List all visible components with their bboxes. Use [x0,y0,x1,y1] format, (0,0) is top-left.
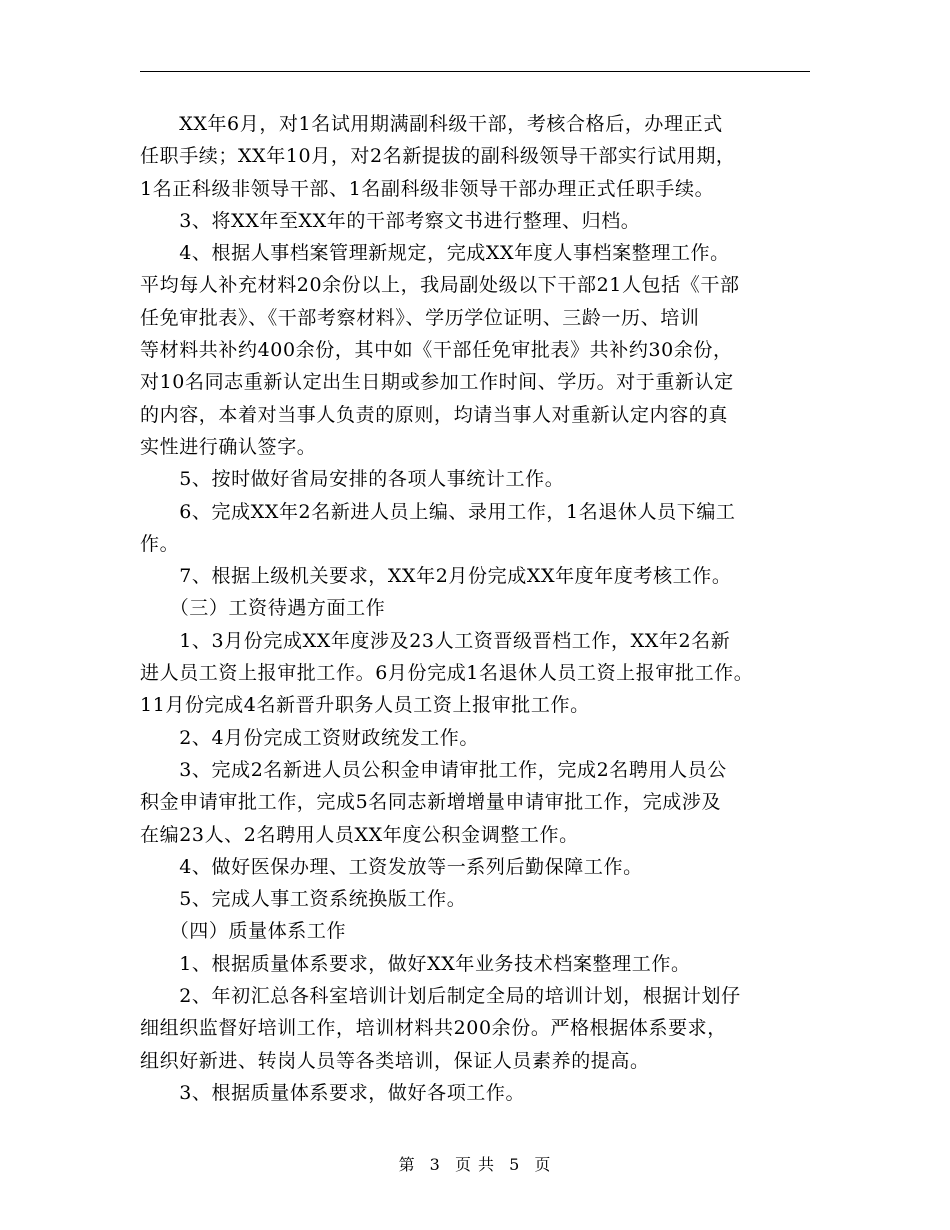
text-line: 4、做好医保办理、工资发放等一系列后勤保障工作。 [140,855,643,878]
text-line: 组织好新进、转岗人员等各类培训，保证人员素养的提高。 [140,1049,650,1072]
text-line: 平均每人补充材料20余份以上，我局副处级以下干部21人包括《干部 [140,274,740,297]
text-line: 细组织监督好培训工作，培训材料共200余份。严格根据体系要求， [140,1017,727,1040]
text-line: 3、根据质量体系要求，做好各项工作。 [140,1081,526,1104]
text-line: 3、完成2名新进人员公积金申请审批工作，完成2名聘用人员公 [140,758,727,781]
footer-suffix: 页 [534,1155,552,1174]
header-rule [140,71,810,72]
text-line: 11月份完成4名新晋升职务人员工资上报审批工作。 [140,694,590,717]
text-line: XX年6月，对1名试用期满副科级干部，考核合格后，办理正式 [140,113,723,135]
text-line: 5、完成人事工资系统换版工作。 [140,888,467,911]
text-line: 任免审批表》、《干部考察材料》、学历学位证明、三龄一历、培训 [140,306,700,329]
text-line: 2、4月份完成工资财政统发工作。 [140,726,479,749]
footer-prefix: 第 [398,1155,416,1174]
text-line: 5、按时做好省局安排的各项人事统计工作。 [140,468,565,491]
text-line: 的内容，本着对当事人负责的原则，均请当事人对重新认定内容的真 [140,403,729,426]
text-line: 对10名同志重新认定出生日期或参加工作时间、学历。对于重新认定 [140,371,734,394]
text-line: 7、根据上级机关要求，XX年2月份完成XX年度年度考核工作。 [140,565,732,588]
text-line: 4、根据人事档案管理新规定，完成XX年度人事档案整理工作。 [140,242,730,265]
text-line: 1、3月份完成XX年度涉及23人工资晋级晋档工作，XX年2名新 [140,629,731,652]
text-line: （四）质量体系工作 [140,920,347,943]
text-line: 2、年初汇总各科室培训计划后制定全局的培训计划，根据计划仔 [140,985,741,1008]
text-line: 作。 [140,532,180,555]
footer-page-number: 3 [429,1155,441,1174]
text-line: 1名正科级非领导干部、1名副科级非领导干部办理正式任职手续。 [140,177,715,200]
text-line: 在编23人、2名聘用人员XX年度公积金调整工作。 [140,823,579,846]
text-line: 6、完成XX年2名新进人员上编、录用工作，1名退休人员下编工 [140,500,736,523]
page-footer [0,1152,950,1175]
text-line: 等材料共补约400余份，其中如《干部任免审批表》共补约30余份， [140,339,733,362]
text-line: 1、根据质量体系要求，做好XX年业务技术档案整理工作。 [140,952,691,975]
text-line: 进人员工资上报审批工作。6月份完成1名退休人员工资上报审批工作。 [140,662,754,685]
text-line: 3、将XX年至XX年的干部考察文书进行整理、归档。 [140,209,641,232]
document-body [140,108,820,1109]
footer-middle: 页 共 [454,1155,496,1174]
text-line: 实性进行确认签字。 [140,435,317,458]
text-line: 任职手续；XX年10月，对2名新提拔的副科级领导干部实行试用期， [140,145,736,168]
text-line: （三）工资待遇方面工作 [140,597,386,620]
text-line: 积金申请审批工作，完成5名同志新增增量申请审批工作，完成涉及 [140,791,722,814]
footer-total-pages: 5 [509,1155,521,1174]
